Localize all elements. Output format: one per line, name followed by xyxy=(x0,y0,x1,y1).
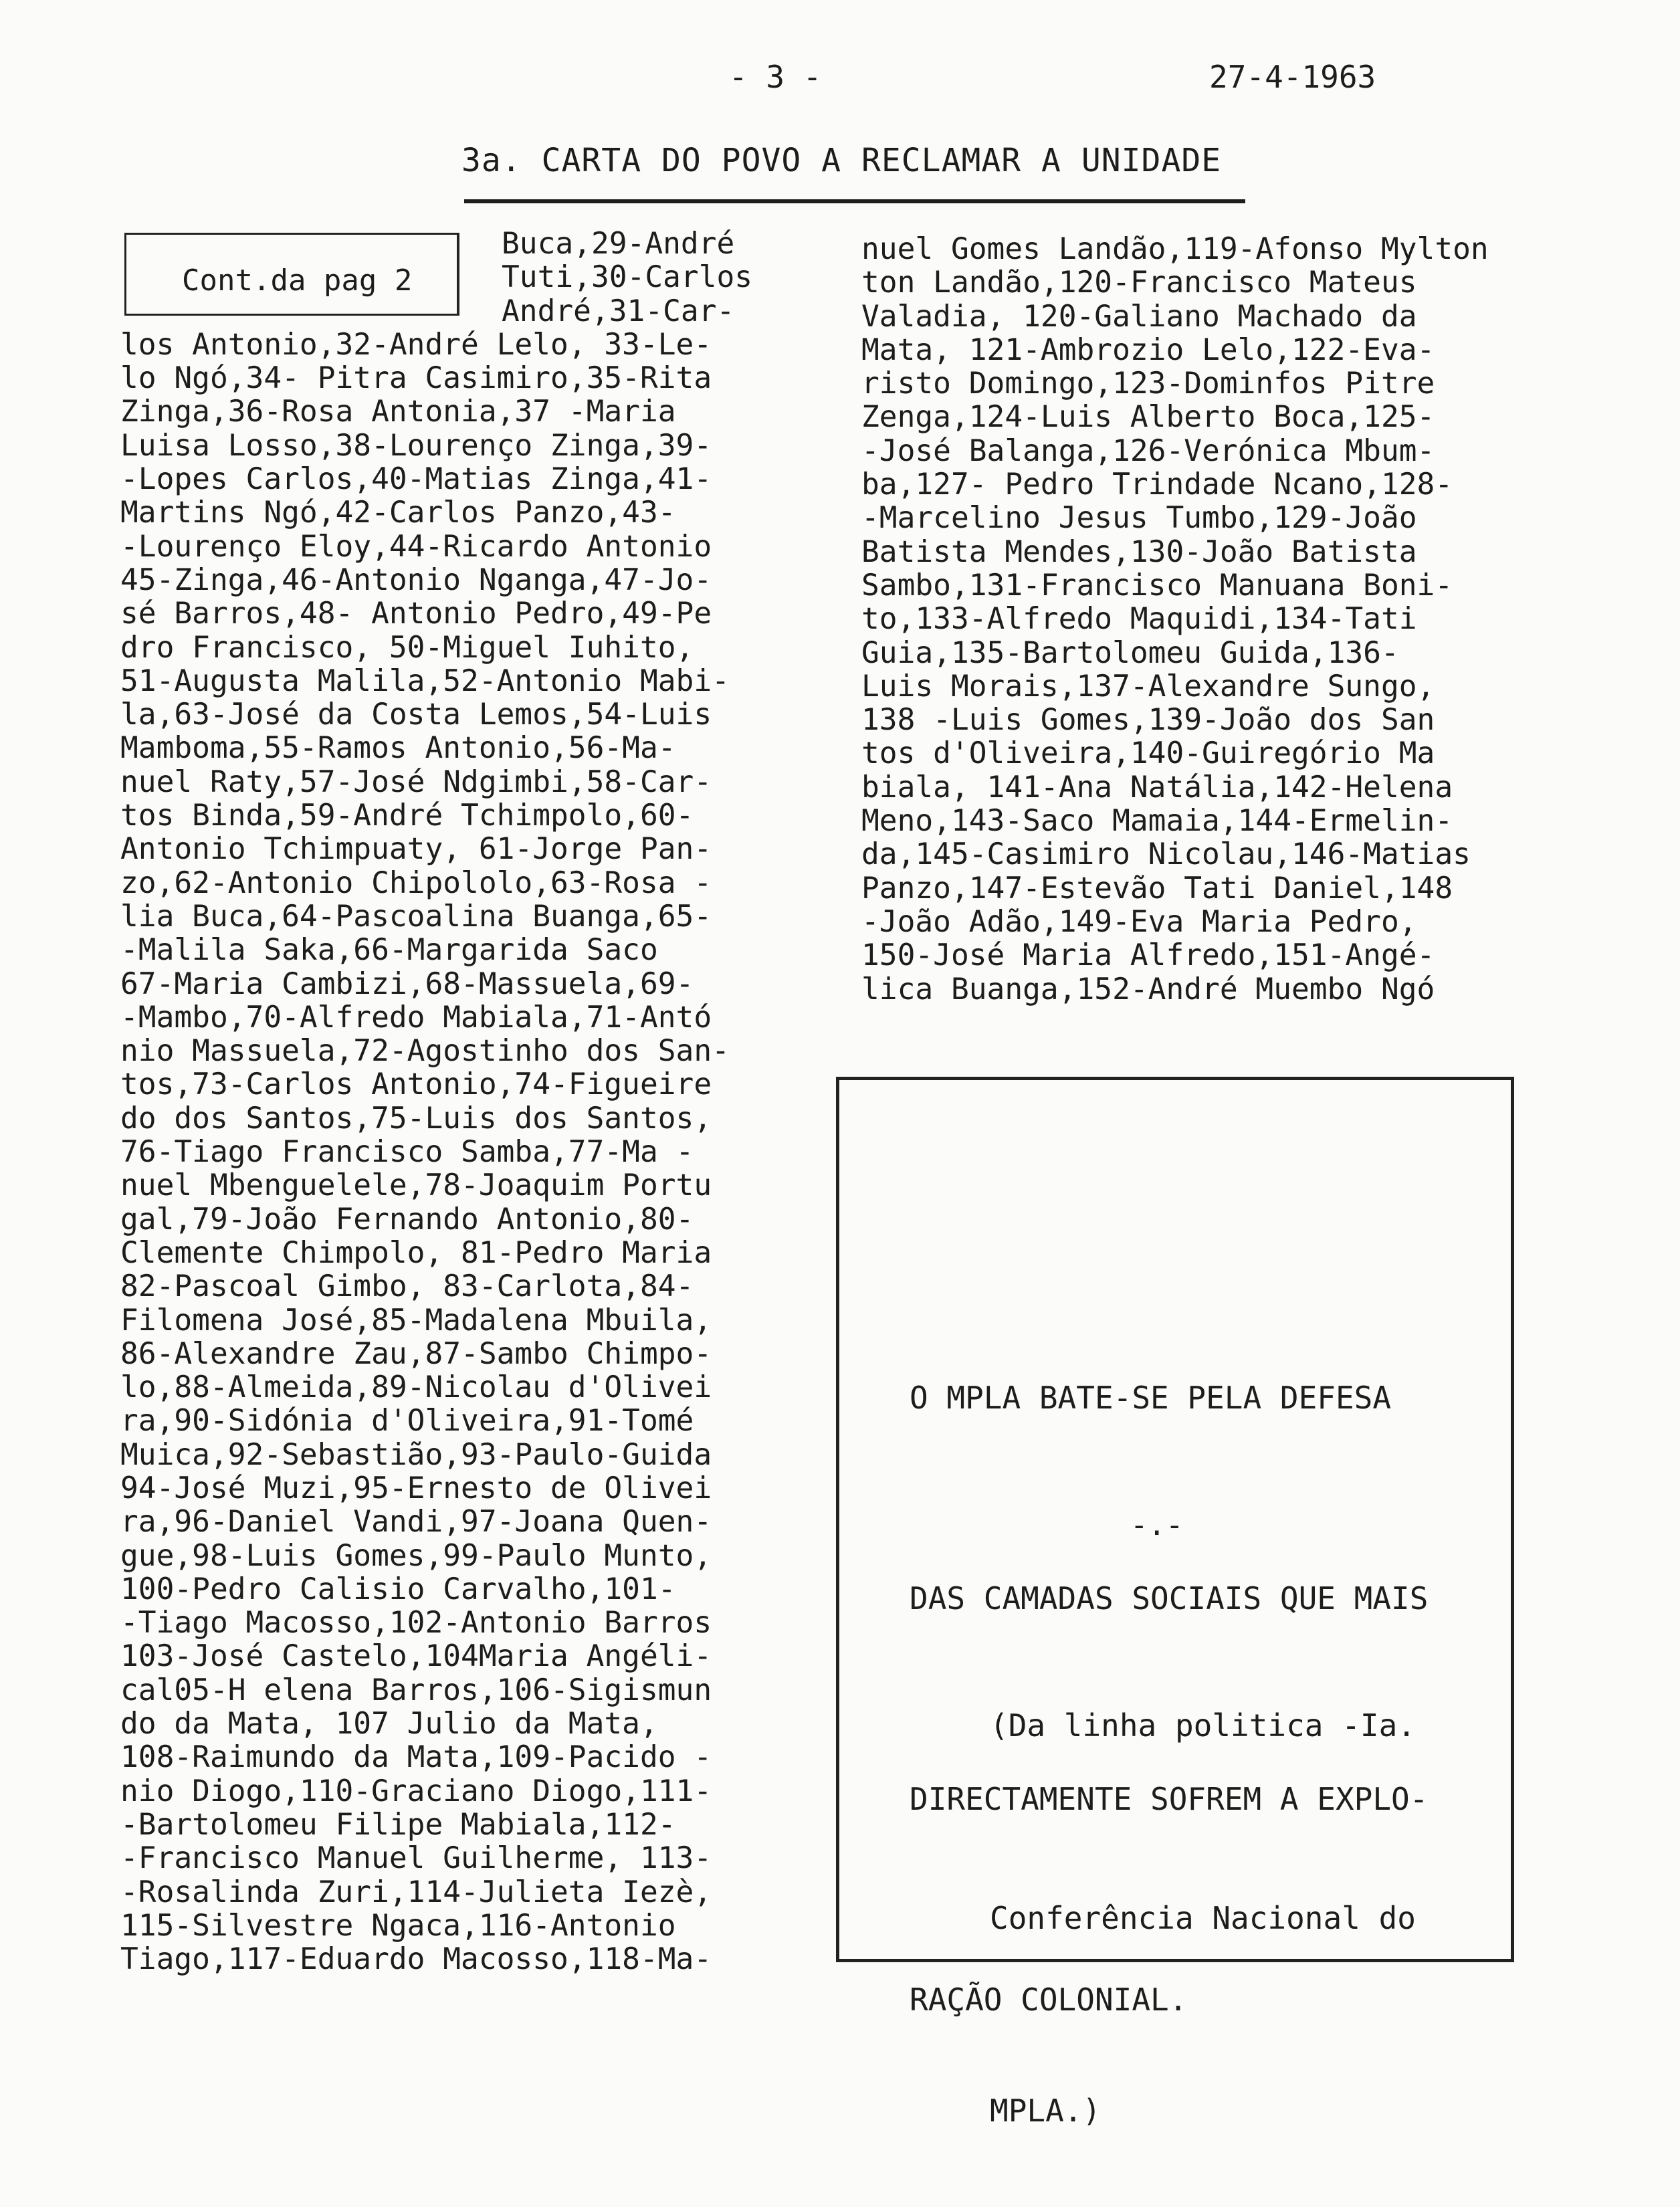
text-line: Martins Ngó,42-Carlos Panzo,43- xyxy=(120,496,676,530)
text-line: -Marcelino Jesus Tumbo,129-João xyxy=(861,501,1417,536)
text-line: Guia,135-Bartolomeu Guida,136- xyxy=(861,635,1399,670)
text-line: Antonio Tchimpuaty, 61-Jorge Pan- xyxy=(120,832,712,867)
text-line: lo,88-Almeida,89-Nicolau d'Olivei xyxy=(120,1370,712,1405)
text-line: Muica,92-Sebastião,93-Paulo-Guida xyxy=(120,1437,712,1472)
quote-separator: -.- xyxy=(1130,1508,1184,1542)
text-line: nuel Mbenguelele,78-Joaquim Portu xyxy=(120,1168,712,1203)
text-line: -José Balanga,126-Verónica Mbum- xyxy=(861,433,1435,468)
text-line: da,145-Casimiro Nicolau,146-Matias xyxy=(861,837,1471,872)
text-line: -Rosalinda Zuri,114-Julieta Iezè, xyxy=(120,1875,712,1909)
text-line: 100-Pedro Calisio Carvalho,101- xyxy=(120,1572,676,1606)
text-line: Buca,29-André xyxy=(502,227,735,261)
text-line: ton Landão,120-Francisco Mateus xyxy=(861,266,1417,300)
right-column xyxy=(861,233,1489,1007)
text-line: Valadia, 120-Galiano Machado da xyxy=(861,299,1417,334)
text-line: Mamboma,55-Ramos Antonio,56-Ma- xyxy=(120,731,676,766)
text-line: André,31-Car- xyxy=(502,294,735,328)
text-line: tos d'Oliveira,140-Guiregório Ma xyxy=(861,736,1435,771)
text-line: to,133-Alfredo Maquidi,134-Tati xyxy=(861,602,1417,637)
title-underline xyxy=(464,199,1245,203)
text-line: -João Adão,149-Eva Maria Pedro, xyxy=(861,904,1417,939)
text-line: -Tiago Macosso,102-Antonio Barros xyxy=(120,1606,712,1641)
left-column xyxy=(120,227,752,1976)
text-line: nuel Gomes Landão,119-Afonso Mylton xyxy=(861,232,1489,266)
text-line: do da Mata, 107 Julio da Mata, xyxy=(120,1707,658,1742)
text-line: 86-Alexandre Zau,87-Sambo Chimpo- xyxy=(120,1336,712,1371)
text-line: nuel Raty,57-José Ndgimbi,58-Car- xyxy=(120,764,712,799)
text-line: -Malila Saka,66-Margarida Saco xyxy=(120,933,658,968)
text-line: tos,73-Carlos Antonio,74-Figueire xyxy=(120,1067,712,1102)
text-line: nio Massuela,72-Agostinho dos San- xyxy=(120,1034,730,1069)
text-line: -Lopes Carlos,40-Matias Zinga,41- xyxy=(120,462,712,497)
text-line: Clemente Chimpolo, 81-Pedro Maria xyxy=(120,1235,712,1270)
text-line: ra,96-Daniel Vandi,97-Joana Quen- xyxy=(120,1505,712,1540)
page-number: - 3 - xyxy=(729,59,822,95)
text-line: -Bartolomeu Filipe Mabiala,112- xyxy=(120,1807,676,1842)
text-line: biala, 141-Ana Natália,142-Helena xyxy=(861,770,1453,805)
text-line: -Francisco Manuel Guilherme, 113- xyxy=(120,1841,712,1876)
text-line: 45-Zinga,46-Antonio Nganga,47-Jo- xyxy=(120,562,712,597)
citation-line: (Da linha politica -Ia. xyxy=(990,1707,1416,1744)
document-date: 27-4-1963 xyxy=(1209,59,1376,95)
text-line: la,63-José da Costa Lemos,54-Luis xyxy=(120,698,712,732)
quote-line: RAÇÃO COLONIAL. xyxy=(910,1982,1188,2018)
text-line: do dos Santos,75-Luis dos Santos, xyxy=(120,1101,712,1136)
text-line: lia Buca,64-Pascoalina Buanga,65- xyxy=(120,899,712,934)
text-line: Meno,143-Saco Mamaia,144-Ermelin- xyxy=(861,804,1453,839)
text-line: dro Francisco, 50-Miguel Iuhito, xyxy=(120,630,694,665)
quote-line: DIRECTAMENTE SOFREM A EXPLO- xyxy=(910,1781,1429,1817)
text-line: 67-Maria Cambizi,68-Massuela,69- xyxy=(120,966,694,1001)
text-line: Zinga,36-Rosa Antonia,37 -Maria xyxy=(120,395,676,429)
text-line: 76-Tiago Francisco Samba,77-Ma - xyxy=(120,1135,694,1170)
text-line: sé Barros,48- Antonio Pedro,49-Pe xyxy=(120,597,712,631)
text-line: -Lourenço Eloy,44-Ricardo Antonio xyxy=(120,529,712,564)
text-line: Tuti,30-Carlos xyxy=(502,260,753,295)
text-line: Panzo,147-Estevão Tati Daniel,148 xyxy=(861,871,1453,906)
text-line: ra,90-Sidónia d'Oliveira,91-Tomé xyxy=(120,1404,694,1439)
citation-line: MPLA.) xyxy=(990,2093,1101,2129)
text-line: zo,62-Antonio Chipololo,63-Rosa - xyxy=(120,865,712,900)
text-line: tos Binda,59-André Tchimpolo,60- xyxy=(120,799,694,833)
text-line: Sambo,131-Francisco Manuana Boni- xyxy=(861,568,1453,603)
text-line: gue,98-Luis Gomes,99-Paulo Munto, xyxy=(120,1538,712,1573)
quote-citation xyxy=(990,1565,1416,2207)
text-line: 108-Raimundo da Mata,109-Pacido - xyxy=(120,1740,712,1775)
text-line: Luis Morais,137-Alexandre Sungo, xyxy=(861,669,1435,704)
text-line: gal,79-João Fernando Antonio,80- xyxy=(120,1202,694,1237)
citation-line: Conferência Nacional do xyxy=(990,1900,1416,1936)
text-line: nio Diogo,110-Graciano Diogo,111- xyxy=(120,1774,712,1808)
text-line: 94-José Muzi,95-Ernesto de Olivei xyxy=(120,1471,712,1505)
text-line: Filomena José,85-Madalena Mbuila, xyxy=(120,1303,712,1338)
quote-line: DAS CAMADAS SOCIAIS QUE MAIS xyxy=(910,1580,1429,1616)
text-line: Zenga,124-Luis Alberto Boca,125- xyxy=(861,400,1435,435)
text-line: ba,127- Pedro Trindade Ncano,128- xyxy=(861,467,1453,502)
text-line: los Antonio,32-André Lelo, 33-Le- xyxy=(120,327,712,362)
text-line: lo Ngó,34- Pitra Casimiro,35-Rita xyxy=(120,361,712,396)
text-line: Tiago,117-Eduardo Macosso,118-Ma- xyxy=(120,1942,712,1977)
text-line: -Mambo,70-Alfredo Mabiala,71-Antó xyxy=(120,1000,712,1035)
text-line: Batista Mendes,130-João Batista xyxy=(861,534,1417,569)
text-line: 82-Pascoal Gimbo, 83-Carlota,84- xyxy=(120,1269,694,1304)
text-line: 138 -Luis Gomes,139-João dos San xyxy=(861,703,1435,738)
text-line: Luisa Losso,38-Lourenço Zinga,39- xyxy=(120,428,712,463)
text-line: 103-José Castelo,104Maria Angéli- xyxy=(120,1639,712,1674)
text-line: 150-José Maria Alfredo,151-Angé- xyxy=(861,938,1435,973)
text-line: Mata, 121-Ambrozio Lelo,122-Eva- xyxy=(861,332,1435,367)
quote-line: O MPLA BATE-SE PELA DEFESA xyxy=(910,1380,1392,1416)
continuation-label: Cont.da pag 2 xyxy=(182,264,413,298)
text-line: risto Domingo,123-Dominfos Pitre xyxy=(861,366,1435,401)
text-line: lica Buanga,152-André Muembo Ngó xyxy=(861,972,1435,1007)
document-title: 3a. CARTA DO POVO A RECLAMAR A UNIDADE xyxy=(461,142,1222,179)
text-line: 115-Silvestre Ngaca,116-Antonio xyxy=(120,1908,676,1943)
text-line: 51-Augusta Malila,52-Antonio Mabi- xyxy=(120,663,730,698)
text-line: cal05-H elena Barros,106-Sigismun xyxy=(120,1673,712,1707)
